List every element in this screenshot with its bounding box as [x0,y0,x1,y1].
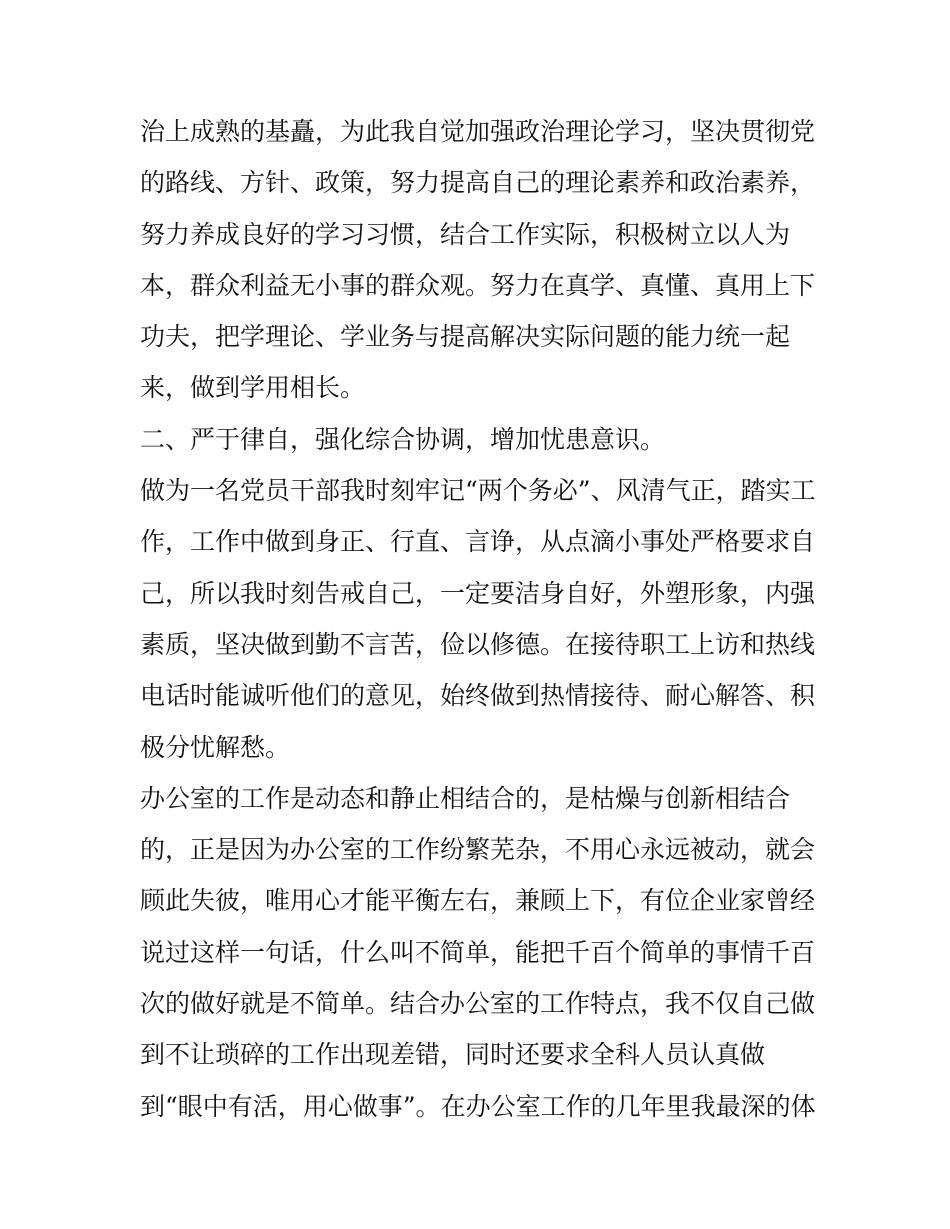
text-line: 治上成熟的基矗，为此我自觉加强政治理论学习，坚决贯彻党 [140,117,816,146]
text-line: 说过这样一句话，什么叫不简单，能把千百个简单的事情千百 [140,937,816,967]
section-heading: 二、严于律自，强化综合协调，增加忧患意识。 [140,424,666,454]
text-line: 本，群众利益无小事的群众观。努力在真学、真懂、真用上下 [140,270,816,300]
body-text [140,106,820,1132]
text-line: 作，工作中做到身正、行直、言诤，从点滴小事处严格要求自 [140,527,816,557]
text-line: 功夫，把学理论、学业务与提高解决实际问题的能力统一起 [140,322,791,352]
text-line: 极分忧解愁。 [140,732,291,762]
text-line: 来，做到学用相长。 [140,373,366,403]
text-line: 的路线、方针、政策，努力提高自己的理论素养和政治素养， [140,168,816,198]
text-line: 电话时能诚听他们的意见，始终做到热情接待、耐心解答、积 [140,681,816,711]
text-line: 次的做好就是不简单。结合办公室的工作特点，我不仅自己做 [140,989,816,1019]
text-line: 努力养成良好的学习习惯，结合工作实际，积极树立以人为 [140,219,791,249]
text-line: 办公室的工作是动态和静止相结合的，是枯燥与创新相结合 [140,783,791,813]
text-line: 的，正是因为办公室的工作纷繁芜杂，不用心永远被动，就会 [140,835,816,865]
text-line: 做为一名党员干部我时刻牢记“两个务必”、风清气正，踏实工 [140,476,816,506]
text-line: 己，所以我时刻告戒自己，一定要洁身自好，外塑形象，内强 [140,578,816,608]
text-line: 素质，坚决做到勤不言苦，俭以修德。在接待职工上访和热线 [140,629,816,659]
text-line: 到不让琐碎的工作出现差错，同时还要求全科人员认真做 [140,1040,766,1070]
text-line: 到“眼中有活，用心做事”。在办公室工作的几年里我最深的体 [140,1091,816,1121]
text-line: 顾此失彼，唯用心才能平衡左右，兼顾上下，有位企业家曾经 [140,886,816,916]
